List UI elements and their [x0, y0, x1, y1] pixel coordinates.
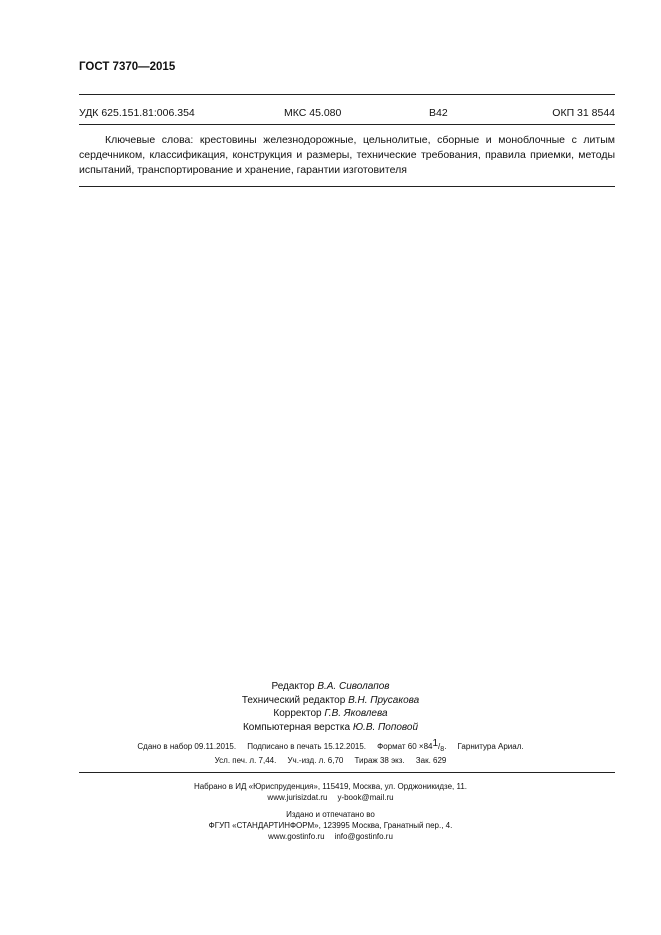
- publisher-typeset: Набрано в ИД «Юриспруденция», 115419, Москва, ул. Орджоникидзе, 11.: [193, 782, 468, 791]
- credit-editor-label: Редактор: [271, 681, 315, 692]
- print-format-num: 1: [432, 738, 439, 749]
- keywords-divider: [79, 186, 615, 187]
- publisher-block: [0, 781, 661, 842]
- publisher-email-2: info@gostinfo.ru: [334, 832, 393, 841]
- print-signed: Подписано в печать 15.12.2015.: [247, 742, 367, 751]
- print-format-prefix: Формат 60 ×84: [377, 742, 433, 751]
- print-order: Зак. 629: [415, 756, 447, 765]
- credits-block: [0, 680, 661, 734]
- keywords-paragraph: [79, 133, 615, 178]
- credit-tech-editor-label: Технический редактор: [241, 694, 346, 706]
- credit-editor: [0, 680, 661, 694]
- print-info-line-1: [0, 738, 661, 753]
- udk-code: УДК 625.151.81:006.354: [79, 107, 195, 119]
- credit-proofreader-name: Г.В. Яковлева: [324, 708, 388, 719]
- mks-code: МКС 45.080: [284, 107, 342, 119]
- publisher-printed: Издано и отпечатано во: [286, 810, 375, 819]
- keywords-text: Ключевые слова: крестовины железнодорожные, цельнолитые, сборные и моноблочные с литым сердечником, классификация, конструкция и размеры, технические требования, правила приемки, методы испытаний, транспортирование и хранение, гарантии изготовителя: [79, 134, 615, 176]
- print-info-divider: [79, 772, 615, 773]
- credit-layout-name: Ю.В. Поповой: [352, 721, 419, 733]
- print-info-line-2: [0, 756, 661, 765]
- print-copies: Тираж 38 экз.: [354, 756, 405, 765]
- publisher-site-2: www.gostinfo.ru: [268, 832, 325, 841]
- credit-proofreader-label: Корректор: [273, 708, 322, 719]
- classification-divider: [79, 124, 615, 125]
- publisher-email-1: y-book@mail.ru: [337, 793, 394, 802]
- publisher-contacts-2: [0, 831, 661, 842]
- print-font: Гарнитура Ариал.: [457, 742, 524, 751]
- print-pub-sheets: Уч.-изд. л. 6,70: [287, 756, 344, 765]
- print-format-den: 8: [440, 746, 445, 753]
- header-divider: [79, 94, 615, 95]
- credit-tech-editor: [0, 694, 661, 708]
- document-code: ГОСТ 7370—2015: [79, 61, 176, 73]
- publisher-contacts-1: [0, 792, 661, 803]
- credit-proofreader: [0, 707, 661, 721]
- publisher-site-1: www.jurisizdat.ru: [267, 793, 328, 802]
- print-format: Формат 60 ×841/8.: [377, 738, 447, 753]
- publisher-org: ФГУП «СТАНДАРТИНФОРМ», 123995 Москва, Гранатный пер., 4.: [208, 821, 453, 830]
- credit-layout: [0, 721, 661, 735]
- credit-editor-name: В.А. Сиволапов: [317, 681, 390, 692]
- group-code: В42: [429, 107, 448, 119]
- okp-code: ОКП 31 8544: [552, 107, 615, 119]
- print-sheets: Усл. печ. л. 7,44.: [214, 756, 277, 765]
- credit-layout-label: Компьютерная верстка: [242, 721, 351, 733]
- credit-tech-editor-name: В.Н. Прусакова: [348, 694, 420, 706]
- print-submitted: Сдано в набор 09.11.2015.: [137, 742, 237, 751]
